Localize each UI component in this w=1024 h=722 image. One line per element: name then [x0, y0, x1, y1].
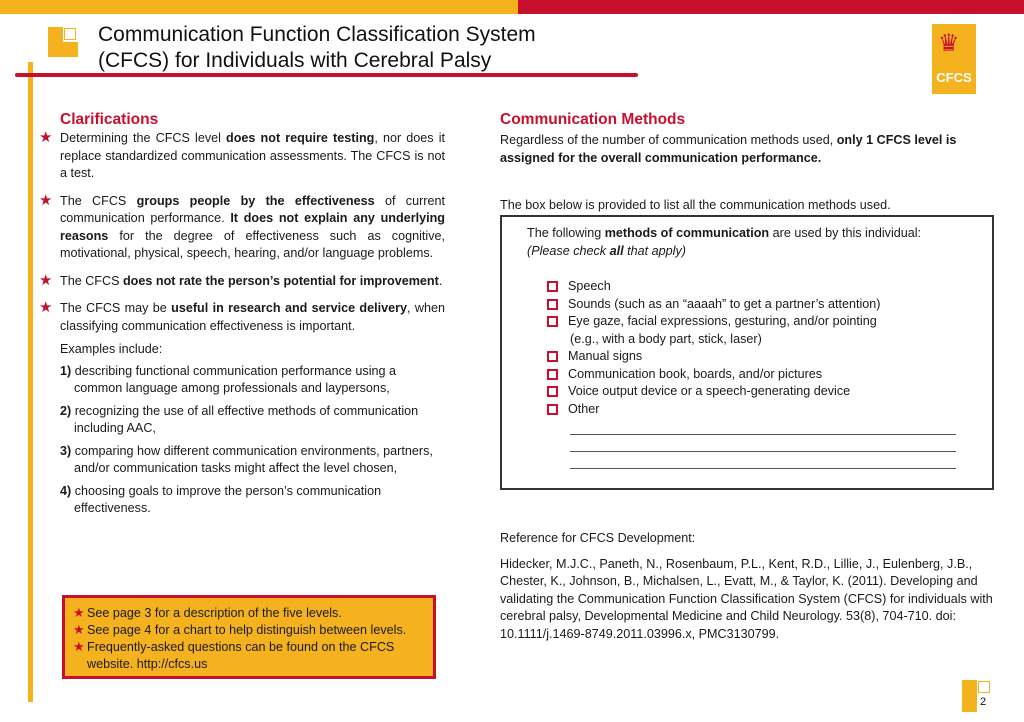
- clarification-bullet: [39, 129, 445, 183]
- cfcs-logo: [932, 24, 976, 94]
- note-text: See page 3 for a description of the five levels.: [87, 606, 342, 620]
- bold-text: useful in research and service delivery: [171, 301, 408, 315]
- clarification-bullet: [39, 299, 445, 335]
- checkbox-label: Eye gaze, facial expressions, gesturing, and/or pointing: [568, 314, 877, 328]
- checkbox-label: Manual signs: [568, 349, 643, 363]
- page-number-marker: [962, 680, 992, 712]
- example-number: 4): [60, 483, 72, 498]
- checkbox[interactable]: [547, 404, 558, 415]
- example-number: 3): [60, 443, 72, 458]
- box-instruction: [527, 225, 992, 243]
- example-text: recognizing the use of all effective methods of communication including AAC,: [71, 403, 419, 435]
- text: The following: [527, 226, 605, 240]
- other-blank-line[interactable]: [570, 435, 956, 452]
- checklist-item-eye-gaze[interactable]: [547, 313, 992, 331]
- checklist-item-communication-book[interactable]: [547, 366, 992, 384]
- star-icon: ★: [39, 271, 53, 289]
- box-instruction-italic: [527, 243, 992, 261]
- star-icon: ★: [73, 639, 85, 654]
- reference-heading: Reference for CFCS Development:: [500, 531, 696, 545]
- example-item: [60, 443, 445, 478]
- text: Determining the CFCS level: [60, 131, 227, 145]
- text: for the degree of effectiveness such as cognitive, motivational, physical, speech, hearing, and/or language problems.: [60, 228, 445, 260]
- note-line: [73, 622, 425, 639]
- checklist-item-other[interactable]: [547, 401, 992, 419]
- bold-text: groups people by the effectiveness: [136, 193, 375, 208]
- star-icon: ★: [39, 129, 53, 146]
- text: .: [438, 273, 443, 288]
- reference-section: [500, 530, 994, 643]
- checkbox[interactable]: [547, 316, 558, 327]
- reference-text: Hidecker, M.J.C., Paneth, N., Rosenbaum, P.L., Kent, R.D., Lillie, J., Eulenberg, J.B., Chester, K., Johnson, B., Michalsen, L., Evatt, M., & Taylor, K. (2011). Developing and validating the Communication Function Classification System (CFCS) for individuals with cerebral palsy, Developmental Medicine and Child Neurology. 53(8), 704-710. doi: 10.1111/j.1469-8749.2011.03996.x, PMC3130799.: [500, 556, 993, 641]
- bold-text: all: [609, 243, 624, 258]
- checkbox-label: Voice output device or a speech-generating device: [568, 384, 851, 398]
- methods-checklist: [547, 278, 992, 469]
- notes-box: [62, 595, 436, 679]
- note-line: [73, 605, 425, 622]
- text: that apply): [623, 243, 686, 258]
- text: (Please check: [527, 243, 610, 258]
- text: , nor does it replace standardized communication assessments. The CFCS is not a test.: [60, 131, 445, 180]
- note-text: See page 4 for a chart to help distinguish between levels.: [87, 623, 407, 637]
- vertical-rule: [28, 62, 33, 702]
- text: The CFCS: [60, 193, 137, 208]
- cfcs-logo-label: CFCS: [936, 70, 972, 85]
- checklist-item-voice-output[interactable]: [547, 383, 992, 401]
- box-intro: The box below is provided to list all the communication methods used.: [500, 198, 891, 212]
- footer-square-outline: [978, 681, 990, 693]
- page-title: [98, 22, 536, 74]
- checkbox-label: Communication book, boards, and/or pictures: [568, 366, 823, 381]
- example-number: 1): [60, 363, 72, 378]
- checkbox-label: Sounds (such as an “aaaah” to get a partner’s attention): [568, 296, 881, 311]
- clarification-bullet: [39, 271, 445, 291]
- title-line-2: (CFCS) for Individuals with Cerebral Palsy: [98, 49, 492, 72]
- checkbox-label: Other: [568, 401, 600, 416]
- clarifications-heading: Clarifications: [60, 111, 159, 128]
- text: The CFCS may be: [60, 301, 172, 315]
- example-item: [60, 363, 445, 398]
- page-number: 2: [980, 696, 987, 708]
- methods-heading: Communication Methods: [500, 111, 686, 128]
- checkbox[interactable]: [547, 369, 558, 380]
- note-line: [73, 639, 425, 673]
- top-bar-red: [518, 0, 1024, 14]
- example-number: 2): [60, 403, 72, 418]
- star-icon: ★: [73, 605, 85, 620]
- star-icon: ★: [73, 622, 85, 637]
- other-blank-line[interactable]: [570, 418, 956, 435]
- bold-text: It does not explain any underlying reasons: [60, 211, 445, 243]
- checkbox[interactable]: [547, 299, 558, 310]
- example-text: describing functional communication performance using a common language among professionals and laypersons,: [71, 363, 397, 395]
- crown-icon: ♛: [938, 30, 960, 57]
- other-blank-line[interactable]: [570, 452, 956, 469]
- title-line-1: Communication Function Classification System: [98, 23, 536, 46]
- top-bar-yellow: [0, 0, 518, 14]
- clarification-bullet: [39, 191, 446, 263]
- star-icon: ★: [39, 191, 53, 209]
- example-item: [60, 483, 445, 518]
- text: of current communication performance.: [60, 193, 446, 225]
- bold-text: methods of communication: [604, 226, 770, 240]
- text: Regardless of the number of communication methods used,: [500, 133, 837, 147]
- checklist-item-speech[interactable]: [547, 278, 992, 296]
- checkbox-label: Speech: [568, 279, 611, 293]
- methods-intro: [500, 132, 995, 167]
- bold-text: only 1 CFCS level is assigned for the overall communication performance.: [500, 133, 957, 165]
- checklist-item-sounds[interactable]: [547, 296, 992, 314]
- bold-text: does not require testing: [226, 131, 375, 145]
- checkbox[interactable]: [547, 386, 558, 397]
- text: are used by this individual:: [769, 226, 922, 240]
- checklist-item-manual-signs[interactable]: [547, 348, 992, 366]
- methods-section: [500, 110, 995, 641]
- text: The CFCS: [60, 273, 123, 288]
- methods-checklist-box: [500, 215, 994, 490]
- example-item: [60, 403, 445, 438]
- examples-heading: Examples include:: [60, 342, 163, 356]
- text: , when classifying communication effectiveness is important.: [60, 301, 445, 333]
- checkbox[interactable]: [547, 281, 558, 292]
- clarifications-section: [39, 110, 446, 523]
- eye-gaze-sublabel: (e.g., with a body part, stick, laser): [570, 331, 762, 346]
- squares-logo-icon: [48, 27, 78, 57]
- example-text: comparing how different communication environments, partners, and/or communication tasks might affect the level chosen,: [71, 443, 433, 475]
- bold-text: does not rate the person’s potential for improvement: [122, 273, 439, 288]
- star-icon: ★: [39, 299, 53, 316]
- example-text: choosing goals to improve the person’s communication effectiveness.: [71, 483, 382, 515]
- note-text: Frequently-asked questions can be found on the CFCS website. http://cfcs.us: [87, 640, 395, 671]
- checkbox[interactable]: [547, 351, 558, 362]
